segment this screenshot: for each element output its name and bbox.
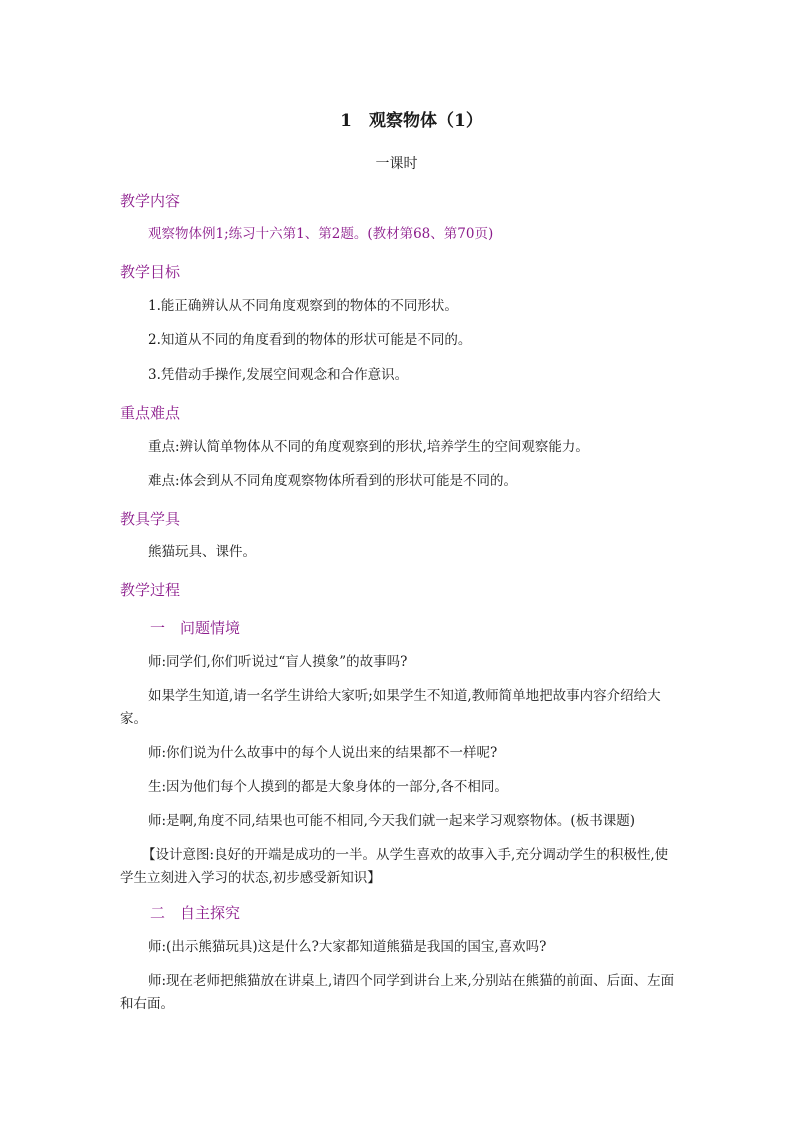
process-line-7: 师:现在老师把熊猫放在讲桌上,请四个同学到讲台上来,分别站在熊猫的前面、后面、左面和右面。 [120, 973, 675, 1012]
difficult-point-item: 难点:体会到从不同角度观察物体所看到的形状可能是不同的。 [148, 473, 518, 489]
process-line-2: 如果学生知道,请一名学生讲给大家听;如果学生不知道,教师简单地把故事内容介绍给大家。 [120, 688, 661, 727]
process-line-6: 师:(出示熊猫玩具)这是什么?大家都知道熊猫是我国的国宝,喜欢吗? [148, 939, 547, 955]
process-line-1: 师:同学们,你们听说过“盲人摸象”的故事吗? [148, 654, 408, 670]
subheading-problem-situation: 一 问题情境 [150, 619, 241, 637]
goal-item-1: 1.能正确辨认从不同角度观察到的物体的不同形状。 [148, 298, 458, 314]
goal-item-3: 3.凭借动手操作,发展空间观念和合作意识。 [148, 367, 409, 383]
key-point-item: 重点:辨认简单物体从不同的角度观察到的形状,培养学生的空间观察能力。 [148, 439, 589, 455]
tools-text: 熊猫玩具、课件。 [148, 544, 256, 560]
teaching-content-text: 观察物体例1;练习十六第1、第2题。(教材第68、第70页) [148, 226, 494, 242]
lesson-title: 1 观察物体（1） [340, 111, 483, 131]
process-line-3: 师:你们说为什么故事中的每个人说出来的结果都不一样呢? [148, 745, 498, 761]
process-line-5: 师:是啊,角度不同,结果也可能不相同,今天我们就一起来学习观察物体。(板书课题) [148, 813, 635, 829]
subheading-self-exploration: 二 自主探究 [150, 904, 241, 922]
heading-tools: 教具学具 [120, 510, 181, 528]
goal-item-2: 2.知道从不同的角度看到的物体的形状可能是不同的。 [148, 332, 472, 348]
heading-teaching-content: 教学内容 [120, 192, 181, 210]
lesson-subtitle: 一课时 [375, 156, 418, 172]
heading-key-points: 重点难点 [120, 404, 181, 422]
design-intent-note: 【设计意图:良好的开端是成功的一半。从学生喜欢的故事入手,充分调动学生的积极性,使学生立刻进入学习的状态,初步感受新知识】 [120, 847, 669, 886]
heading-teaching-goals: 教学目标 [120, 263, 181, 281]
heading-process: 教学过程 [120, 581, 181, 599]
process-line-4: 生:因为他们每个人摸到的都是大象身体的一部分,各不相同。 [148, 779, 508, 795]
